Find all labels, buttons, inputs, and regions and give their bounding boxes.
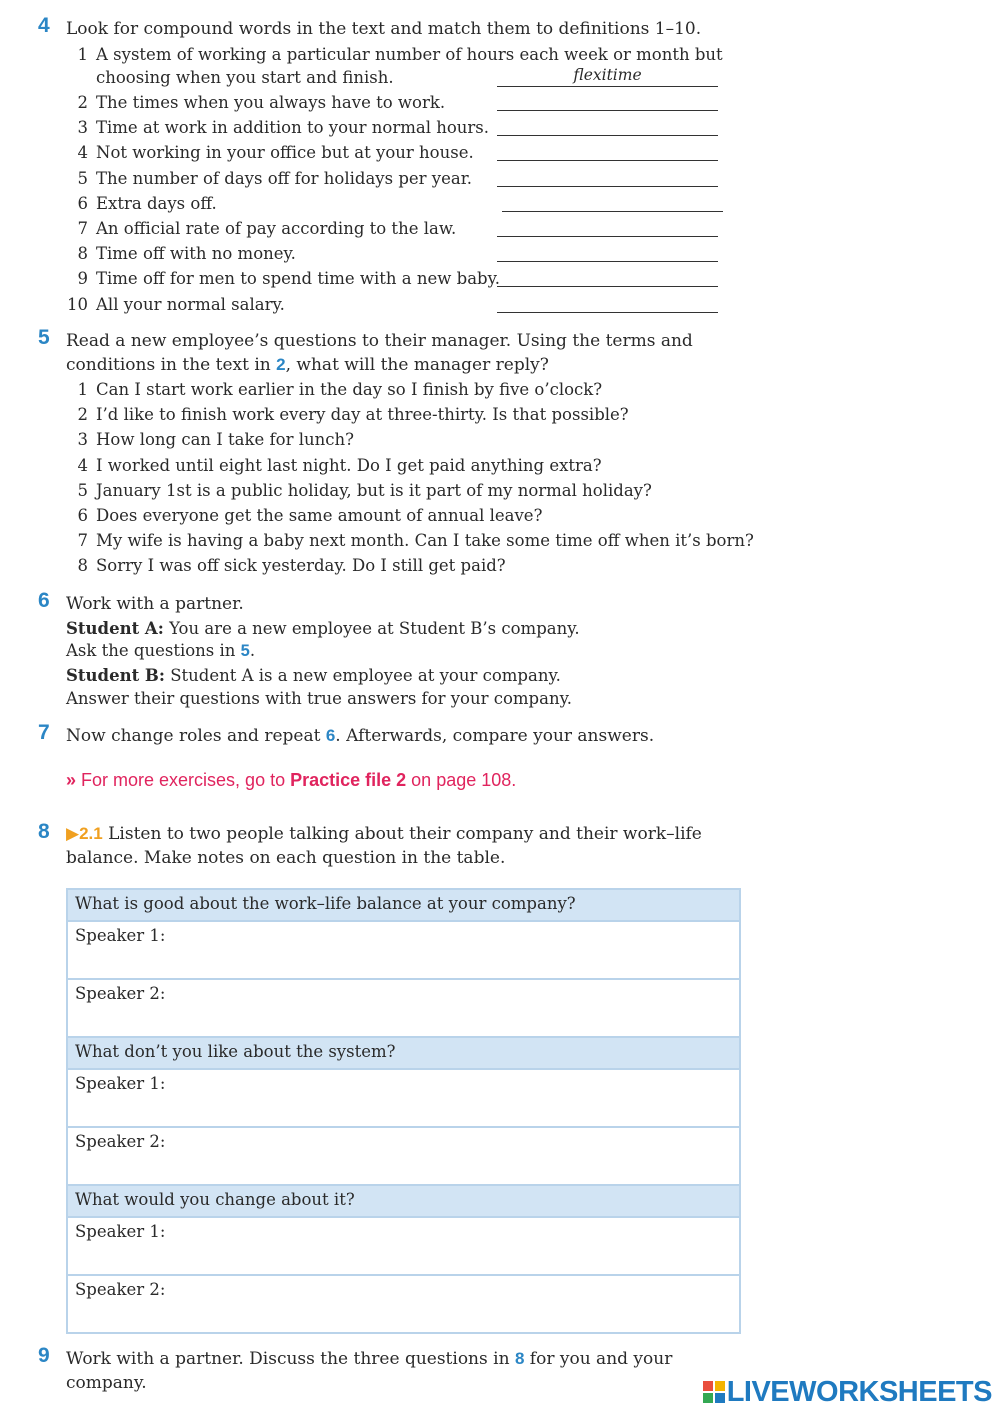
double-chevron-icon: » bbox=[66, 770, 77, 790]
table-question-row bbox=[67, 889, 740, 921]
ex4-item-8: 8 Time off with no money. bbox=[77, 244, 296, 264]
speaker-notes-cell[interactable]: Speaker 1: bbox=[67, 1069, 740, 1127]
ex4-item-3: 3 Time at work in addition to your normal hours. bbox=[77, 118, 490, 138]
ex4-item-7: 7 An official rate of pay according to the law. bbox=[77, 219, 457, 238]
ex4-answer-blank-6[interactable] bbox=[502, 211, 723, 212]
exercise-8-heading-line1: ▶2.1 Listen to two people talking about their company and their work–life bbox=[66, 824, 702, 844]
logo-grid-icon bbox=[703, 1381, 725, 1403]
ex4-item-5: 5 The number of days off for holidays per year. bbox=[77, 168, 473, 188]
student-a-instruction-line2: Ask the questions in 5. bbox=[66, 641, 256, 660]
liveworksheets-logo: LIVEWORKSHEETS bbox=[703, 1376, 992, 1409]
ex5-question-3: 3 How long can I take for lunch? bbox=[77, 430, 354, 450]
ex5-question-8: 8 Sorry I was off sick yesterday. Do I still get paid? bbox=[77, 556, 506, 576]
speaker-notes-cell[interactable]: Speaker 1: bbox=[67, 1217, 740, 1275]
ex5-question-6: 6 Does everyone get the same amount of annual leave? bbox=[77, 506, 543, 525]
practice-file-link[interactable]: » For more exercises, go to Practice file 2 on page 108. bbox=[66, 770, 517, 790]
ex4-item-2: 2 The times when you always have to work. bbox=[77, 93, 446, 112]
table-speaker-row[interactable] bbox=[67, 1127, 740, 1185]
ex4-answer-blank-8[interactable] bbox=[497, 261, 718, 262]
ex4-answer-blank-1[interactable] bbox=[497, 86, 718, 87]
exercise-5-heading-line1: Read a new employee’s questions to their manager. Using the terms and bbox=[66, 331, 693, 351]
ex4-item-1-cont: choosing when you start and finish. bbox=[96, 68, 394, 87]
notes-table bbox=[66, 888, 741, 1334]
ex4-item-4: 4 Not working in your office but at your house. bbox=[77, 143, 474, 163]
table-question: What would you change about it? bbox=[67, 1185, 740, 1217]
exercise-9-heading-line2: company. bbox=[66, 1373, 147, 1393]
speaker-notes-cell[interactable]: Speaker 2: bbox=[67, 979, 740, 1037]
ex4-answer-blank-4[interactable] bbox=[497, 160, 718, 161]
speaker-notes-cell[interactable]: Speaker 2: bbox=[67, 1275, 740, 1333]
exercise-7-number: 7 bbox=[38, 721, 50, 744]
table-speaker-row[interactable] bbox=[67, 1275, 740, 1333]
exercise-4-heading: Look for compound words in the text and match them to definitions 1–10. bbox=[66, 19, 702, 39]
ex5-question-5: 5 January 1st is a public holiday, but is it part of my normal holiday? bbox=[77, 480, 652, 500]
ex4-answer-blank-5[interactable] bbox=[497, 186, 718, 187]
ex4-item-1: 1 A system of working a particular number of hours each week or month but bbox=[77, 45, 723, 64]
ex4-item-9: 9 Time off for men to spend time with a new baby. bbox=[77, 269, 500, 289]
ex4-answer-blank-2[interactable] bbox=[497, 110, 718, 111]
ex4-answer-blank-7[interactable] bbox=[497, 236, 718, 237]
exercise-5-heading-line2: conditions in the text in 2, what will the manager reply? bbox=[66, 355, 549, 375]
ex4-item-6: 6 Extra days off. bbox=[77, 193, 217, 213]
student-b-instruction-line2: Answer their questions with true answers for your company. bbox=[66, 689, 572, 708]
table-question-row bbox=[67, 1185, 740, 1217]
speaker-notes-cell[interactable]: Speaker 1: bbox=[67, 921, 740, 979]
table-speaker-row[interactable] bbox=[67, 1217, 740, 1275]
table-question: What don’t you like about the system? bbox=[67, 1037, 740, 1069]
exercise-8-number: 8 bbox=[38, 820, 50, 843]
exercise-9-heading: Work with a partner. Discuss the three questions in 8 for you and your bbox=[66, 1349, 673, 1369]
exercise-6-number: 6 bbox=[38, 589, 50, 612]
audio-track-button[interactable]: ▶2.1 bbox=[66, 824, 103, 843]
ex4-answer-blank-9[interactable] bbox=[497, 286, 718, 287]
ex4-answer-blank-3[interactable] bbox=[497, 135, 718, 136]
speaker-notes-cell[interactable]: Speaker 2: bbox=[67, 1127, 740, 1185]
ex5-question-7: 7 My wife is having a baby next month. Can I take some time off when it’s born? bbox=[77, 531, 754, 551]
ex5-question-2: 2 I’d like to finish work every day at three-thirty. Is that possible? bbox=[77, 405, 629, 425]
student-a-instruction: Student A: You are a new employee at Student B’s company. bbox=[66, 619, 580, 638]
exercise-4-number: 4 bbox=[38, 14, 50, 37]
exercise-5-number: 5 bbox=[38, 326, 50, 349]
table-question: What is good about the work–life balance at your company? bbox=[67, 889, 740, 921]
ex5-question-4: 4 I worked until eight last night. Do I get paid anything extra? bbox=[77, 455, 602, 475]
exercise-9-number: 9 bbox=[38, 1344, 50, 1367]
ex4-answer-1-value: flexitime bbox=[573, 66, 642, 84]
table-speaker-row[interactable] bbox=[67, 921, 740, 979]
table-speaker-row[interactable] bbox=[67, 979, 740, 1037]
table-question-row bbox=[67, 1037, 740, 1069]
ex5-question-1: 1 Can I start work earlier in the day so I finish by five o’clock? bbox=[77, 380, 603, 399]
exercise-8-heading-line2: balance. Make notes on each question in the table. bbox=[66, 848, 506, 868]
ex4-item-10: 10 All your normal salary. bbox=[67, 294, 285, 314]
exercise-7-heading: Now change roles and repeat 6. Afterwards, compare your answers. bbox=[66, 726, 655, 746]
student-b-instruction: Student B: Student A is a new employee at your company. bbox=[66, 666, 561, 685]
table-speaker-row[interactable] bbox=[67, 1069, 740, 1127]
exercise-6-heading: Work with a partner. bbox=[66, 594, 244, 614]
ex4-answer-blank-10[interactable] bbox=[497, 312, 718, 313]
